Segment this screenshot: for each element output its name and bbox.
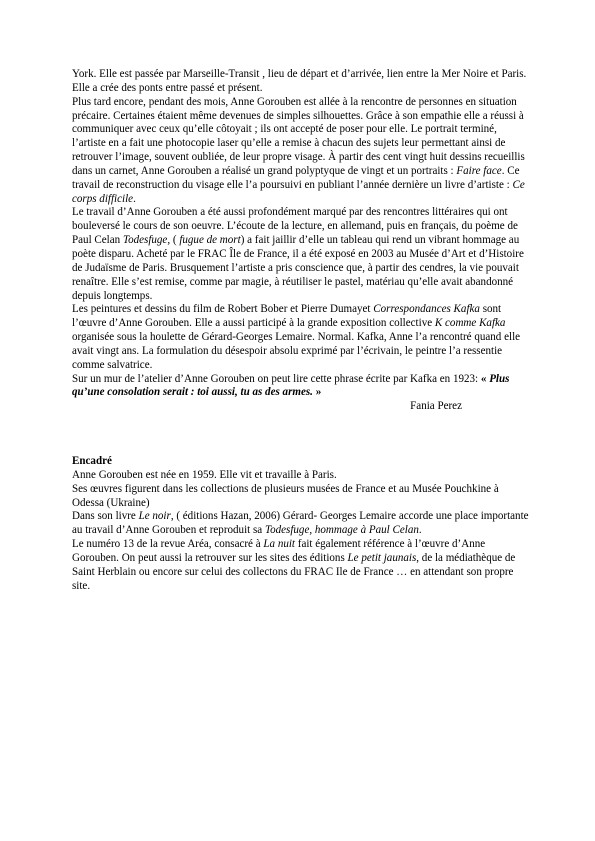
quote-open: « bbox=[480, 372, 490, 385]
text-run: fait également référence à l’œuvre d’Anne Gorouben. On peut aussi la retrouver sur les sites des éditions bbox=[72, 538, 486, 564]
title-la-nuit: La nuit bbox=[263, 538, 296, 551]
paragraph-kafka-quote bbox=[72, 373, 532, 401]
title-ce-corps-difficile: Ce corps difficile bbox=[72, 178, 525, 205]
text-run: ) a fait jaillir d’elle un tableau qui rend un vibrant hommage au poète disparu. Acheté par le FRAC Île de France, il a été exposé en 2003 au Musée d’Art et d’Histoire de Judaïsme de Paris. Brusquement l’artiste a pris conscience que, à partir des cendres, la vie pouvait renaître. Elle s’est remise, comme par magie, à réutiliser le pastel, matériau qu’elle avait abandonné depuis longtemps. bbox=[72, 234, 524, 302]
text-run: Le travail d’Anne Gorouben a été aussi profondément marqué par des rencontres littéraires qui ont bouleversé le cours de son oeuvre. L’écoute de la lecture, en allemand, puis en français, du poème de Paul Celan bbox=[72, 206, 518, 247]
document-page bbox=[72, 68, 532, 594]
text-run: Dans son livre bbox=[72, 510, 139, 523]
text-run: organisée sous la houlette de Gérard-Georges Lemaire. Normal. Kafka, Anne l’a rencontré quand elle avait vingt ans. La formulation du désespoir absolu exprimé par l’écrivain, le peintre l’a ressentie comme salvatrice. bbox=[72, 331, 521, 371]
paragraph-marseille-transit bbox=[72, 68, 532, 96]
text-run: , de la médiathèque de Saint Herblain ou encore sur celui des collectons du FRAC Ile de France … en attendant son propre site. bbox=[72, 552, 516, 592]
section-spacer bbox=[72, 414, 532, 455]
title-fugue-de-mort: fugue de mort bbox=[179, 234, 241, 247]
text-run: Le numéro 13 de la revue Aréa, consacré à bbox=[72, 538, 264, 551]
title-todesfuge-hommage: Todesfuge, hommage à Paul Celan bbox=[264, 524, 419, 537]
title-k-comme-kafka: K comme Kafka bbox=[434, 317, 506, 330]
kafka-quote: Plus qu’une consolation serait : toi aussi, tu as des armes. bbox=[72, 372, 510, 399]
author-signature: Fania Perez bbox=[410, 400, 462, 413]
title-correspondances-kafka: Correspondances Kafka bbox=[373, 303, 480, 316]
title-faire-face: Faire face bbox=[456, 164, 502, 177]
text-run: Sur un mur de l’atelier d’Anne Gorouben on peut lire cette phrase écrite par Kafka en 1923: bbox=[72, 372, 481, 385]
paragraph-kafka bbox=[72, 303, 532, 372]
text-run: , ( éditions Hazan, 2006) Gérard- Georges Lemaire accorde une place importante au travail d’Anne Gorouben et reproduit sa bbox=[72, 510, 529, 537]
encadre-line-area bbox=[72, 538, 532, 593]
text-run: . Ce travail de reconstruction du visage elle l’a poursuivi en publiant l’année dernière un livre d’artiste : bbox=[72, 164, 520, 191]
title-le-noir: Le noir bbox=[138, 510, 171, 523]
encadre-line-birth: Anne Gorouben est née en 1959. Elle vit et travaille à Paris. bbox=[72, 468, 337, 481]
quote-close: » bbox=[312, 386, 322, 399]
text-run: Plus tard encore, pendant des mois, Anne Gorouben est allée à la rencontre de personnes en situation précaire. Certaines étaient même devenues de simples silhouettes. Grâce à son empathie elle a réussi à communiquer avec ceux qu’elle côtoyait ; ils ont accepté de poser pour elle. Le portrait terminé, l’artiste en a fait une photocopie laser qu’elle a remise à chacun des sujets leur permettant ainsi de retrouver l’image, souvent oubliée, de leur propre visage. À partir des cent vingt huit dessins recueillis dans un carnet, Anne Gorouben a réalisé un grand polyptyque de vingt et un portraits : bbox=[72, 95, 525, 177]
paragraph-celan bbox=[72, 206, 532, 303]
encadre-heading: Encadré bbox=[72, 455, 112, 468]
text-run: . bbox=[133, 192, 136, 205]
title-le-petit-jaunais: Le petit jaunais bbox=[347, 552, 417, 564]
text-run: York. Elle est passée par Marseille-Transit , lieu de départ et d’arrivée, lien entre la Mer Noire et Paris. Elle a crée des ponts entre passé et présent. bbox=[72, 68, 527, 94]
text-run: . bbox=[418, 524, 422, 537]
text-run: ( bbox=[170, 234, 180, 247]
text-run: sont l’œuvre d’Anne Gorouben. Elle a aussi participé à la grande exposition collective bbox=[72, 303, 502, 330]
text-run: Les peintures et dessins du film de Robert Bober et Pierre Dumayet bbox=[72, 303, 374, 316]
paragraph-portraits bbox=[72, 96, 532, 207]
encadre-line-book bbox=[72, 510, 532, 538]
encadre-line-collections: Ses œuvres figurent dans les collections de plusieurs musées de France et au Musée Pouchkine à Odessa (Ukraine) bbox=[72, 482, 499, 509]
title-todesfuge: Todesfuge, bbox=[122, 234, 171, 247]
